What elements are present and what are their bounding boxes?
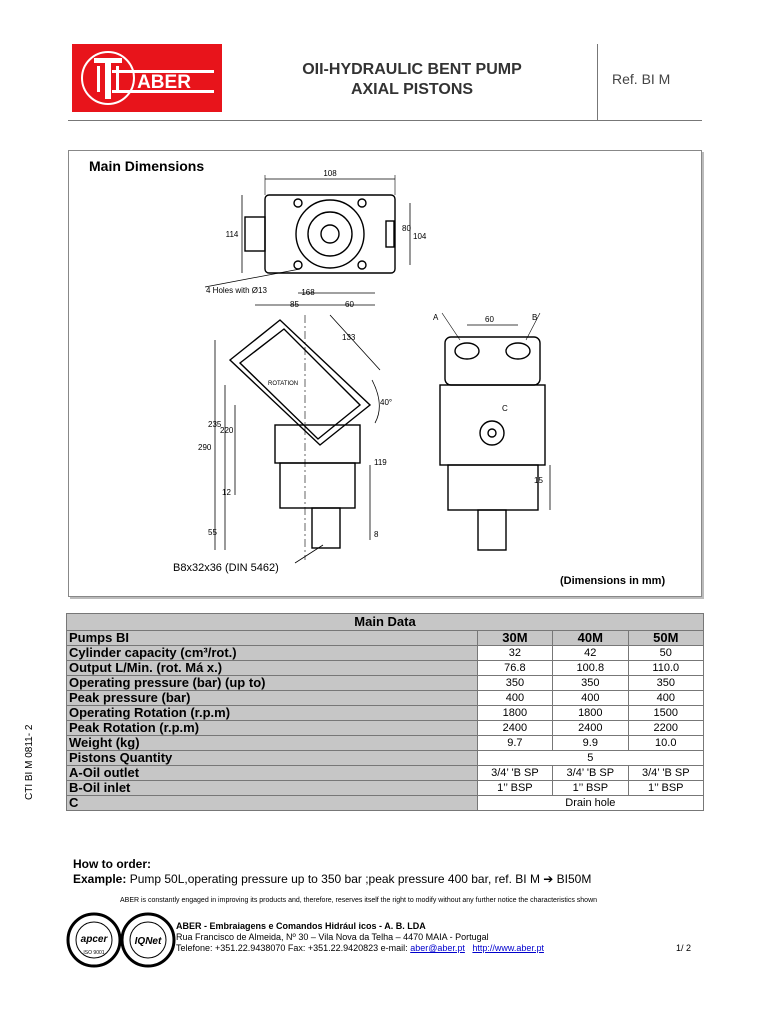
cell: 400 (477, 691, 552, 706)
main-dimensions-title: Main Dimensions (89, 158, 205, 174)
apcer-text: apcer (80, 934, 108, 945)
dim-290: 290 (198, 443, 212, 452)
dim-104: 104 (413, 232, 427, 241)
cell: 100.8 (553, 661, 628, 676)
cell: 76.8 (477, 661, 552, 676)
technical-drawing (180, 165, 560, 575)
table-row (67, 691, 704, 706)
cell: 350 (628, 676, 703, 691)
row-label: Operating Rotation (r.p.m) (67, 706, 478, 721)
table-row (67, 766, 704, 781)
cell: 5 (477, 751, 703, 766)
header-30m: 30M (477, 631, 552, 646)
cell: 42 (553, 646, 628, 661)
cell: 3/4’ 'B SP (553, 766, 628, 781)
dim-108: 108 (323, 169, 337, 178)
dim-60-front: 60 (485, 315, 494, 324)
example-label: Example: (73, 872, 127, 886)
company-logo (72, 44, 222, 112)
cell: 1800 (553, 706, 628, 721)
cell: 2400 (477, 721, 552, 736)
row-label: A-Oil outlet (67, 766, 478, 781)
iqnet-text: IQNet (134, 936, 162, 947)
table-row (67, 721, 704, 736)
dim-168: 168 (301, 288, 315, 297)
phone-fax: Telefone: +351.22.9438070 Fax: +351.22.9420823 e-mail: (176, 943, 408, 953)
row-label: Peak pressure (bar) (67, 691, 478, 706)
disclaimer-notice: ABER is constantly engaged in improving its products and, therefore, reserves itself the right to modify without any further notice the characteristics shown (120, 897, 598, 904)
cell: 1’’ BSP (553, 781, 628, 796)
table-row (67, 751, 704, 766)
row-label: B-Oil inlet (67, 781, 478, 796)
title-line-2: AXIAL PISTONS (350, 81, 474, 98)
header-50m: 50M (628, 631, 703, 646)
port-c-label: C (502, 404, 508, 413)
cell: 1800 (477, 706, 552, 721)
dim-114: 114 (225, 230, 239, 239)
row-label: C (67, 796, 478, 811)
order-example (73, 872, 591, 886)
cell: 1’’ BSP (477, 781, 552, 796)
cell: 3/4’ 'B SP (628, 766, 703, 781)
cell: 400 (553, 691, 628, 706)
table-header-row (67, 631, 704, 646)
table-row (67, 646, 704, 661)
company-address: Rua Francisco de Almeida, Nº 30 – Vila Nova da Telha – 4470 MAIA - Portugal (176, 932, 489, 942)
port-a-label: A (433, 313, 439, 322)
cell: 350 (553, 676, 628, 691)
cell: 10.0 (628, 736, 703, 751)
dim-40-deg: 40° (380, 398, 393, 407)
cell: 110.0 (628, 661, 703, 676)
spline-label: B8x32x36 (DIN 5462) (173, 562, 279, 574)
iso-text: ISO 9001 (83, 950, 105, 956)
cell: 32 (477, 646, 552, 661)
page-number: 1/ 2 (676, 943, 692, 953)
company-contacts (176, 943, 544, 953)
table-row (67, 661, 704, 676)
dim-12: 12 (222, 488, 231, 497)
cell: 1500 (628, 706, 703, 721)
table-row (67, 736, 704, 751)
cell: Drain hole (477, 796, 703, 811)
cell: 1’’ BSP (628, 781, 703, 796)
dim-60: 60 (345, 300, 354, 309)
cell: 9.9 (553, 736, 628, 751)
example-text: Pump 50L,operating pressure up to 350 bar ;peak pressure 400 bar, ref. BI M ➔ BI50M (129, 872, 592, 886)
row-label: Output L/Min. (rot. Má x.) (67, 661, 478, 676)
table-row (67, 706, 704, 721)
header-rule (68, 120, 702, 121)
header-40m: 40M (553, 631, 628, 646)
cell: 400 (628, 691, 703, 706)
table-row (67, 781, 704, 796)
reference-code: Ref. BI M (612, 71, 671, 87)
cell: 2400 (553, 721, 628, 736)
cell: 350 (477, 676, 552, 691)
front-view (440, 313, 550, 550)
email-link[interactable]: aber@aber.pt (410, 943, 465, 953)
port-b-label: B (532, 313, 538, 322)
cell: 9.7 (477, 736, 552, 751)
dim-119: 119 (374, 458, 387, 467)
row-label: Pistons Quantity (67, 751, 478, 766)
units-note: (Dimensions in mm) (560, 575, 666, 587)
row-label: Peak Rotation (r.p.m) (67, 721, 478, 736)
title-line-1: OII-HYDRAULIC BENT PUMP (302, 61, 522, 78)
table-title: Main Data (67, 614, 704, 631)
table-row (67, 796, 704, 811)
website-link[interactable]: http://www.aber.pt (472, 943, 544, 953)
dim-55: 55 (208, 528, 217, 537)
row-label: Operating pressure (bar) (up to) (67, 676, 478, 691)
header-divider (597, 44, 598, 120)
rotation-label: ROTATION (268, 381, 299, 387)
iqnet-certification-logo (120, 912, 176, 968)
document-code: CTI BI M 0811- 2 (24, 724, 35, 800)
company-name: ABER - Embraiagens e Comandos Hidrául icos - A. B. LDA (176, 921, 426, 931)
page-title (262, 60, 562, 100)
cell: 50 (628, 646, 703, 661)
dim-15: 15 (534, 476, 543, 485)
holes-note: 4 Holes with Ø13 (206, 286, 267, 295)
cell: 3/4’ 'B SP (477, 766, 552, 781)
dim-133: 133 (342, 333, 356, 342)
row-label: Weight (kg) (67, 736, 478, 751)
dim-235: 235 (208, 420, 222, 429)
how-to-order-title: How to order: (73, 857, 151, 871)
table-row (67, 676, 704, 691)
dim-8: 8 (374, 530, 379, 539)
header-label: Pumps BI (67, 631, 478, 646)
logo-text: ABER (137, 72, 191, 93)
apcer-certification-logo (66, 912, 122, 968)
cell: 2200 (628, 721, 703, 736)
dim-80: 80 (402, 224, 411, 233)
dim-85: 85 (290, 300, 299, 309)
dim-220: 220 (220, 426, 234, 435)
main-data-table (66, 613, 704, 811)
row-label: Cylinder capacity (cm³/rot.) (67, 646, 478, 661)
